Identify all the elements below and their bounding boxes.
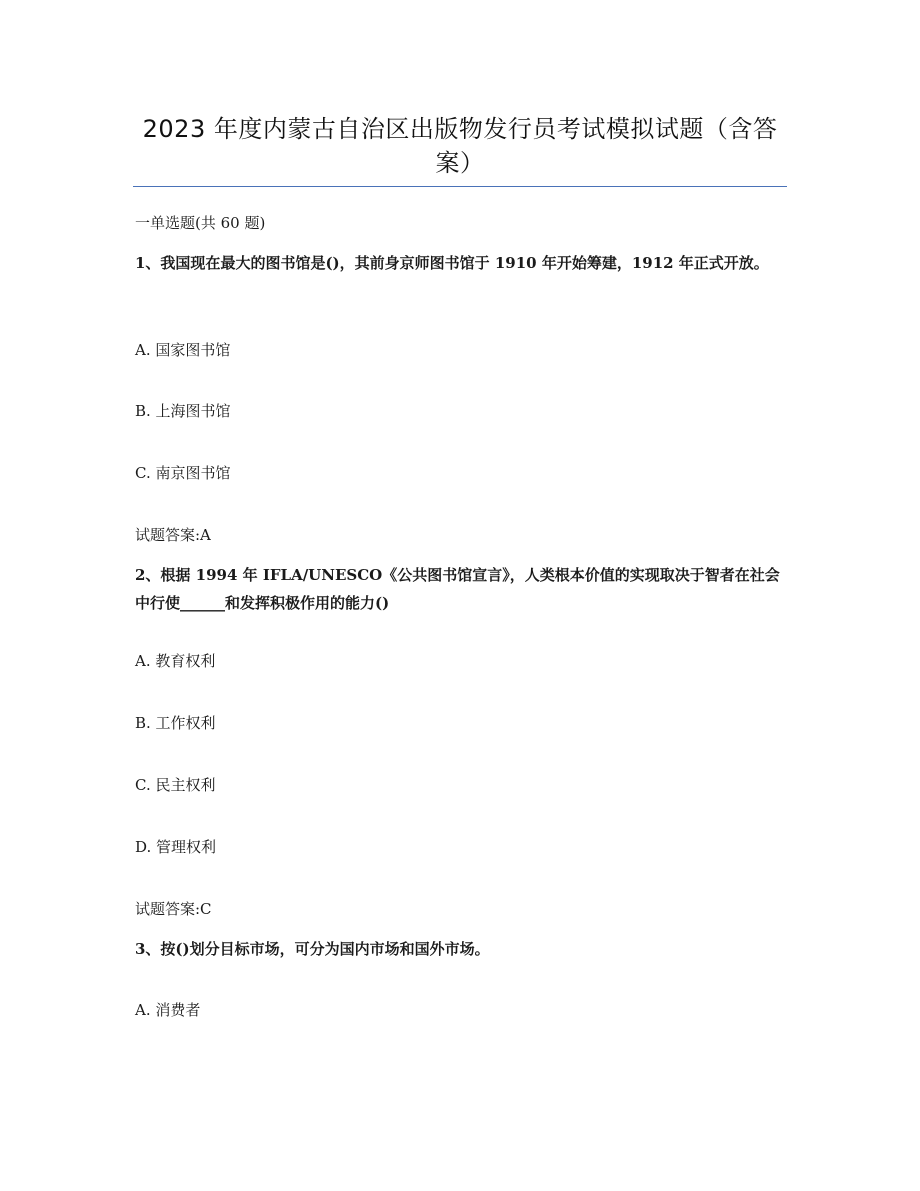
question-1-answer: 试题答案:A xyxy=(135,526,211,544)
question-2-text: 2、根据 1994 年 IFLA/UNESCO《公共图书馆宣言》，人类根本价值的实现取决于智者在社会中行使______和发挥积极作用的能力() xyxy=(135,566,780,612)
question-1-option-c: C. 南京图书馆 xyxy=(135,464,231,482)
page-title: 2023 年度内蒙古自治区出版物发行员考试模拟试题（含答案） xyxy=(142,115,778,177)
title-divider xyxy=(133,186,787,187)
question-1-option-a: A. 国家图书馆 xyxy=(135,341,231,359)
section-heading: 一单选题(共 60 题) xyxy=(135,214,266,232)
question-2-option-b: B. 工作权利 xyxy=(135,714,216,732)
question-2-option-a: A. 教育权利 xyxy=(135,652,216,670)
question-2-answer: 试题答案:C xyxy=(135,900,212,918)
question-1-option-b: B. 上海图书馆 xyxy=(135,402,231,420)
question-2-option-d: D. 管理权利 xyxy=(135,838,217,856)
question-3-text: 3、按()划分目标市场，可分为国内市场和国外市场。 xyxy=(135,940,490,958)
question-1-text: 1、我国现在最大的图书馆是()，其前身京师图书馆于 1910 年开始筹建，1912 年正式开放。 xyxy=(135,254,769,272)
question-2-option-c: C. 民主权利 xyxy=(135,776,216,794)
question-3-option-a: A. 消费者 xyxy=(135,1001,201,1019)
